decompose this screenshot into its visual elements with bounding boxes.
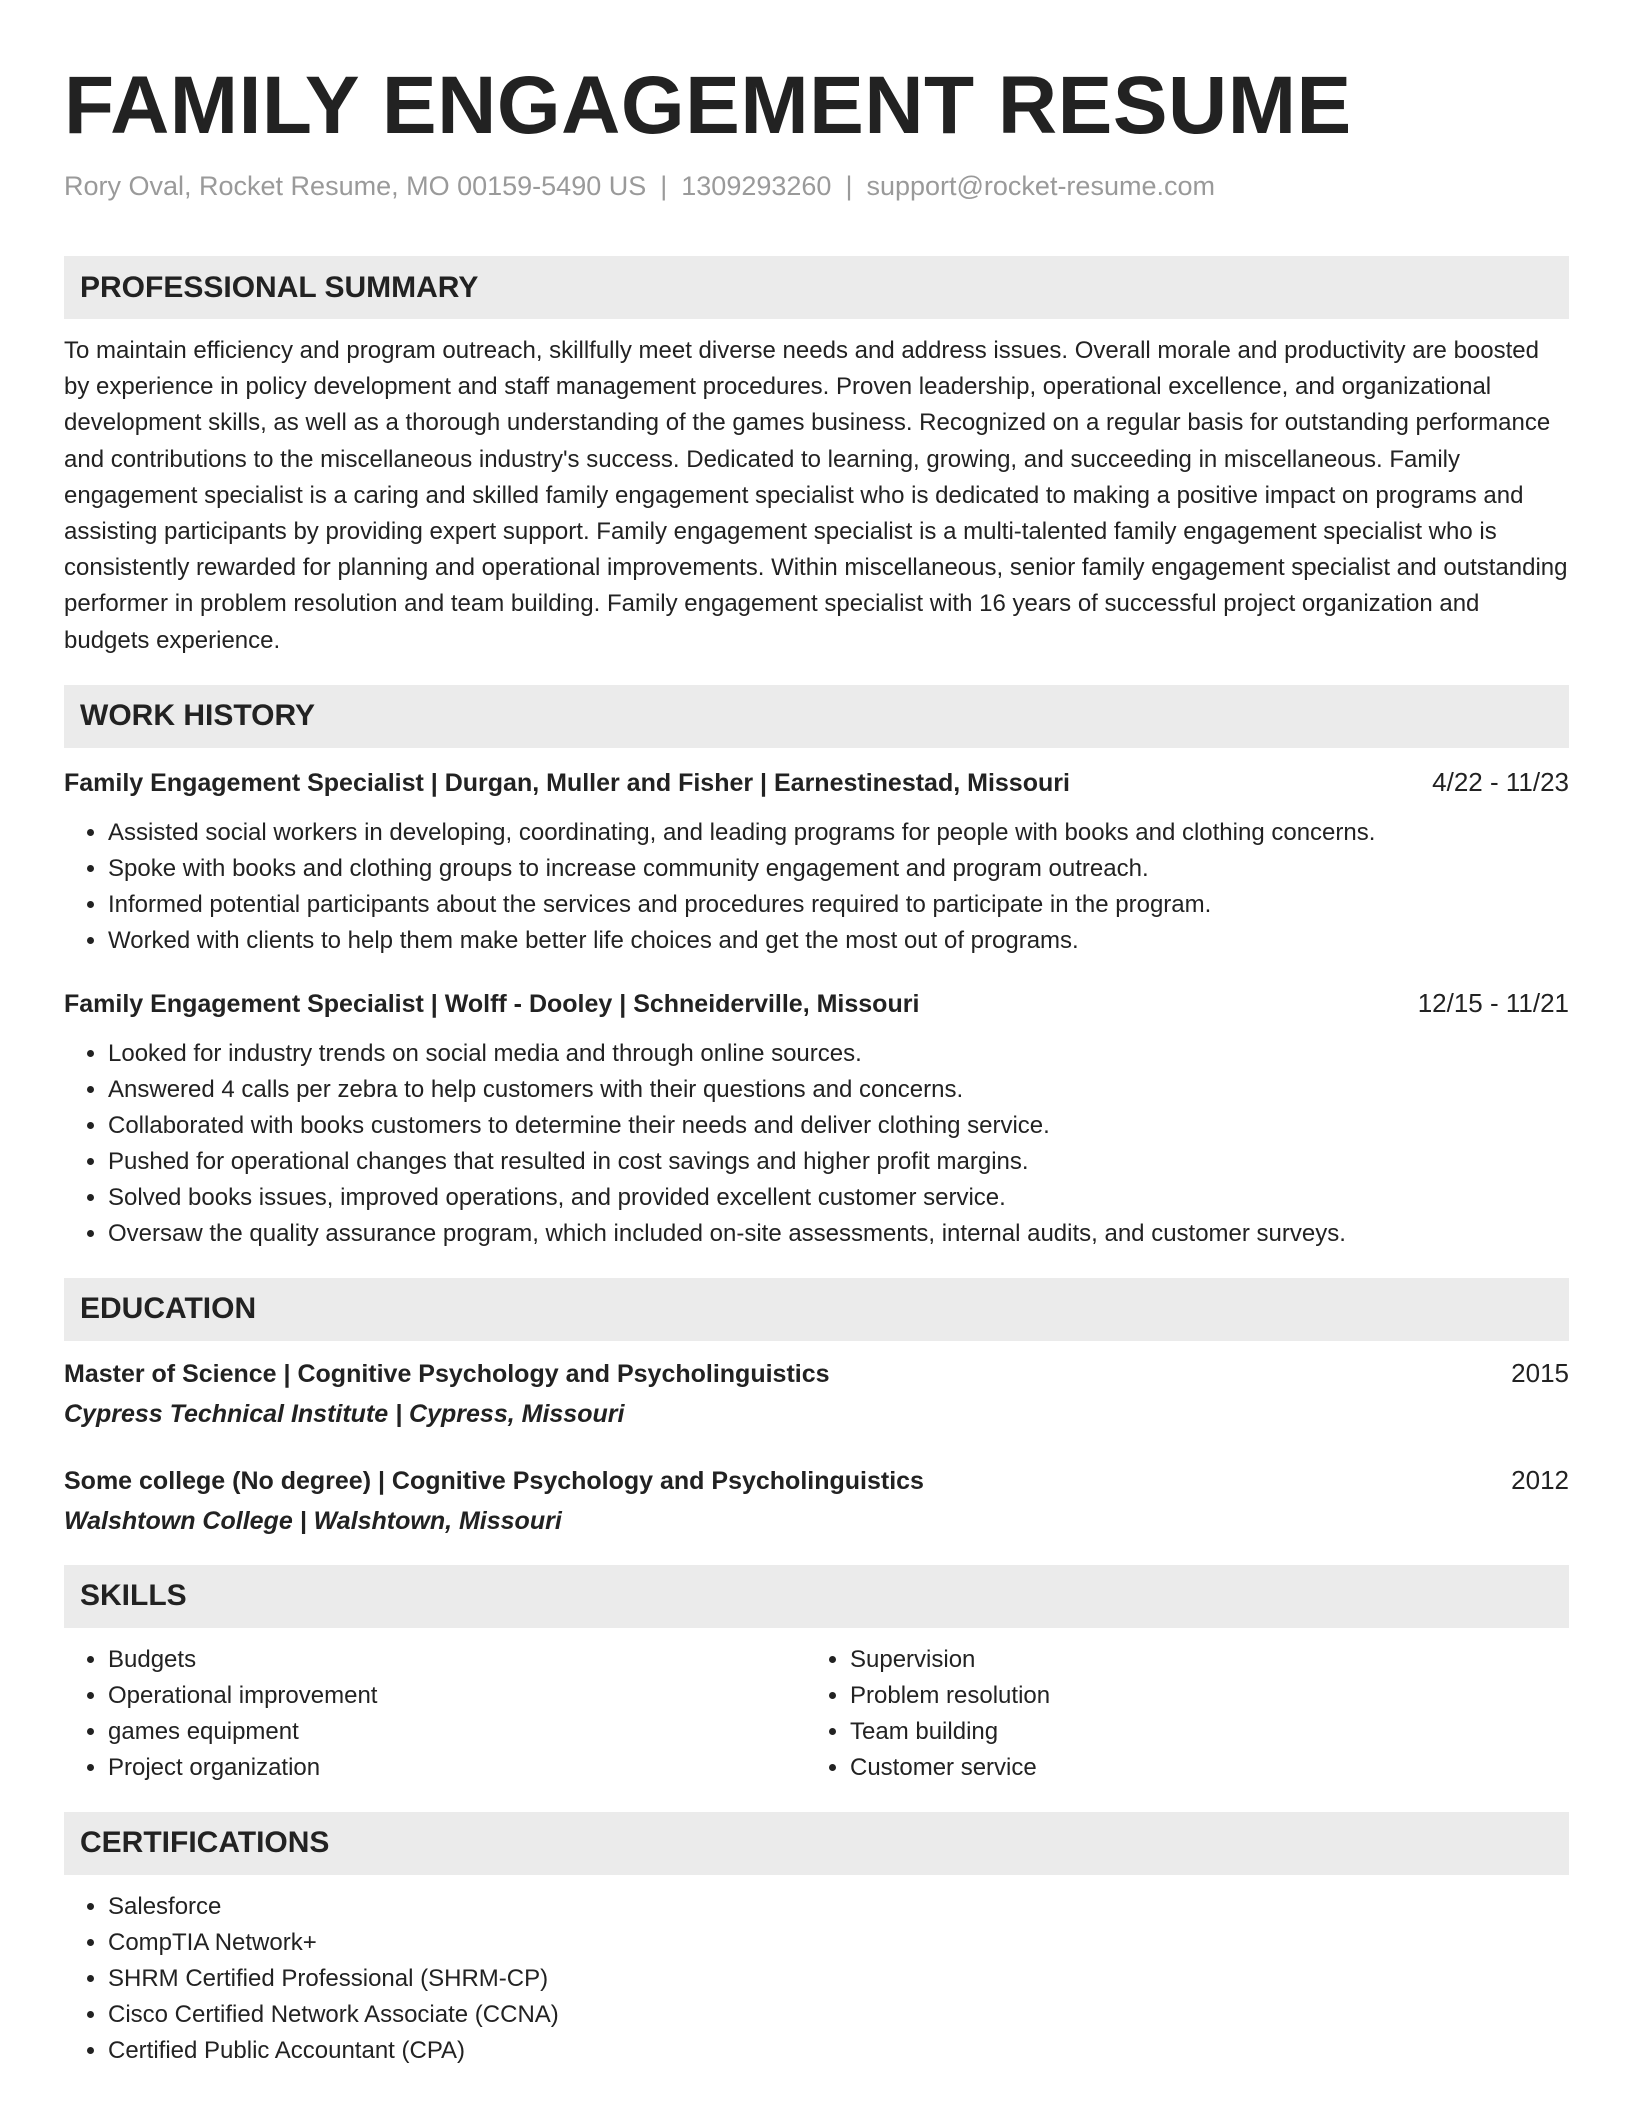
job-bullets bbox=[64, 815, 1569, 959]
skill-item: • Operational improvement bbox=[108, 1678, 806, 1714]
section-heading-education: EDUCATION bbox=[64, 1278, 1569, 1341]
job-dates: 4/22 - 11/23 bbox=[1432, 766, 1569, 797]
contact-separator: | bbox=[845, 171, 853, 201]
contact-address: Rory Oval, Rocket Resume, MO 00159-5490 US bbox=[64, 171, 647, 201]
skill-item: • games equipment bbox=[108, 1714, 806, 1750]
education-institution: Walshtown College | Walshtown, Missouri bbox=[64, 1506, 562, 1535]
skill-item: • Customer service bbox=[850, 1750, 1548, 1786]
skills-column-right bbox=[806, 1642, 1548, 1786]
education-entry bbox=[64, 1462, 1569, 1539]
section-heading-skills: SKILLS bbox=[64, 1565, 1569, 1628]
job-bullets bbox=[64, 1036, 1569, 1252]
education-year: 2012 bbox=[1511, 1464, 1569, 1495]
resume-content bbox=[64, 56, 1569, 2069]
job-bullet: • Pushed for operational changes that resulted in cost savings and higher profit margins. bbox=[108, 1144, 1569, 1180]
education-institution: Cypress Technical Institute | Cypress, Missouri bbox=[64, 1399, 625, 1428]
section-heading-summary: PROFESSIONAL SUMMARY bbox=[64, 256, 1569, 319]
skill-item: • Problem resolution bbox=[850, 1678, 1548, 1714]
skill-item: • Budgets bbox=[108, 1642, 806, 1678]
resume-title: FAMILY ENGAGEMENT RESUME bbox=[64, 60, 1352, 151]
certification-item: • SHRM Certified Professional (SHRM-CP) bbox=[108, 1961, 1569, 1997]
contact-email: support@rocket-resume.com bbox=[866, 171, 1215, 201]
education-degree: Some college (No degree) | Cognitive Psychology and Psycholinguistics bbox=[64, 1466, 924, 1495]
certification-item: • CompTIA Network+ bbox=[108, 1925, 1569, 1961]
education-degree: Master of Science | Cognitive Psychology and Psycholinguistics bbox=[64, 1359, 830, 1388]
job-bullet: • Worked with clients to help them make better life choices and get the most out of programs. bbox=[108, 923, 1569, 959]
job-bullet: • Looked for industry trends on social media and through online sources. bbox=[108, 1036, 1569, 1072]
contact-line bbox=[64, 168, 1569, 204]
section-heading-certifications: CERTIFICATIONS bbox=[64, 1812, 1569, 1875]
skill-item: • Team building bbox=[850, 1714, 1548, 1750]
job-bullet: • Oversaw the quality assurance program, which included on-site assessments, internal audits, and customer surveys. bbox=[108, 1216, 1569, 1252]
contact-separator: | bbox=[660, 171, 668, 201]
certifications-list bbox=[64, 1889, 1569, 2069]
certification-item: • Certified Public Accountant (CPA) bbox=[108, 2033, 1569, 2069]
education-header bbox=[64, 1355, 1569, 1392]
education-entry bbox=[64, 1355, 1569, 1432]
skills-list bbox=[64, 1642, 1569, 1786]
job-title: Family Engagement Specialist | Durgan, Muller and Fisher | Earnestinestad, Missouri bbox=[64, 768, 1070, 797]
job-bullet: • Spoke with books and clothing groups to increase community engagement and program outreach. bbox=[108, 851, 1569, 887]
job-bullet: • Collaborated with books customers to determine their needs and deliver clothing service. bbox=[108, 1108, 1569, 1144]
job-bullet: • Informed potential participants about the services and procedures required to participate in the program. bbox=[108, 887, 1569, 923]
summary-text: To maintain efficiency and program outreach, skillfully meet diverse needs and address issues. Overall morale and productivity are boosted by experience in policy development and staff management procedures. Proven leadership, operational excellence, and organizational development skills, as well as a thorough understanding of the games business. Recognized on a regular basis for outstanding performance and contributions to the miscellaneous industry's success. Dedicated to learning, growing, and succeeding in miscellaneous. Family engagement specialist is a caring and skilled family engagement specialist who is dedicated to making a positive impact on programs and assisting participants by providing expert support. Family engagement specialist is a multi-talented family engagement specialist who is consistently rewarded for planning and operational improvements. Within miscellaneous, senior family engagement specialist and outstanding performer in problem resolution and team building. Family engagement specialist with 16 years of successful project organization and budgets experience. bbox=[64, 337, 1568, 654]
job-bullet: • Assisted social workers in developing, coordinating, and leading programs for people with books and clothing concerns. bbox=[108, 815, 1569, 851]
job-header bbox=[64, 985, 1569, 1022]
education-year: 2015 bbox=[1511, 1357, 1569, 1388]
job-bullet: • Solved books issues, improved operations, and provided excellent customer service. bbox=[108, 1180, 1569, 1216]
certification-item: • Salesforce bbox=[108, 1889, 1569, 1925]
contact-phone: 1309293260 bbox=[681, 171, 832, 201]
job-bullet: • Answered 4 calls per zebra to help customers with their questions and concerns. bbox=[108, 1072, 1569, 1108]
job-title: Family Engagement Specialist | Wolff - Dooley | Schneiderville, Missouri bbox=[64, 989, 920, 1018]
skills-column-left bbox=[64, 1642, 806, 1786]
job-header bbox=[64, 764, 1569, 801]
job-entry bbox=[64, 985, 1569, 1252]
section-heading-work-history: WORK HISTORY bbox=[64, 685, 1569, 748]
skill-item: • Supervision bbox=[850, 1642, 1548, 1678]
education-header bbox=[64, 1462, 1569, 1499]
job-dates: 12/15 - 11/21 bbox=[1417, 987, 1569, 1018]
certification-item: • Cisco Certified Network Associate (CCNA) bbox=[108, 1997, 1569, 2033]
skill-item: • Project organization bbox=[108, 1750, 806, 1786]
job-entry bbox=[64, 764, 1569, 959]
